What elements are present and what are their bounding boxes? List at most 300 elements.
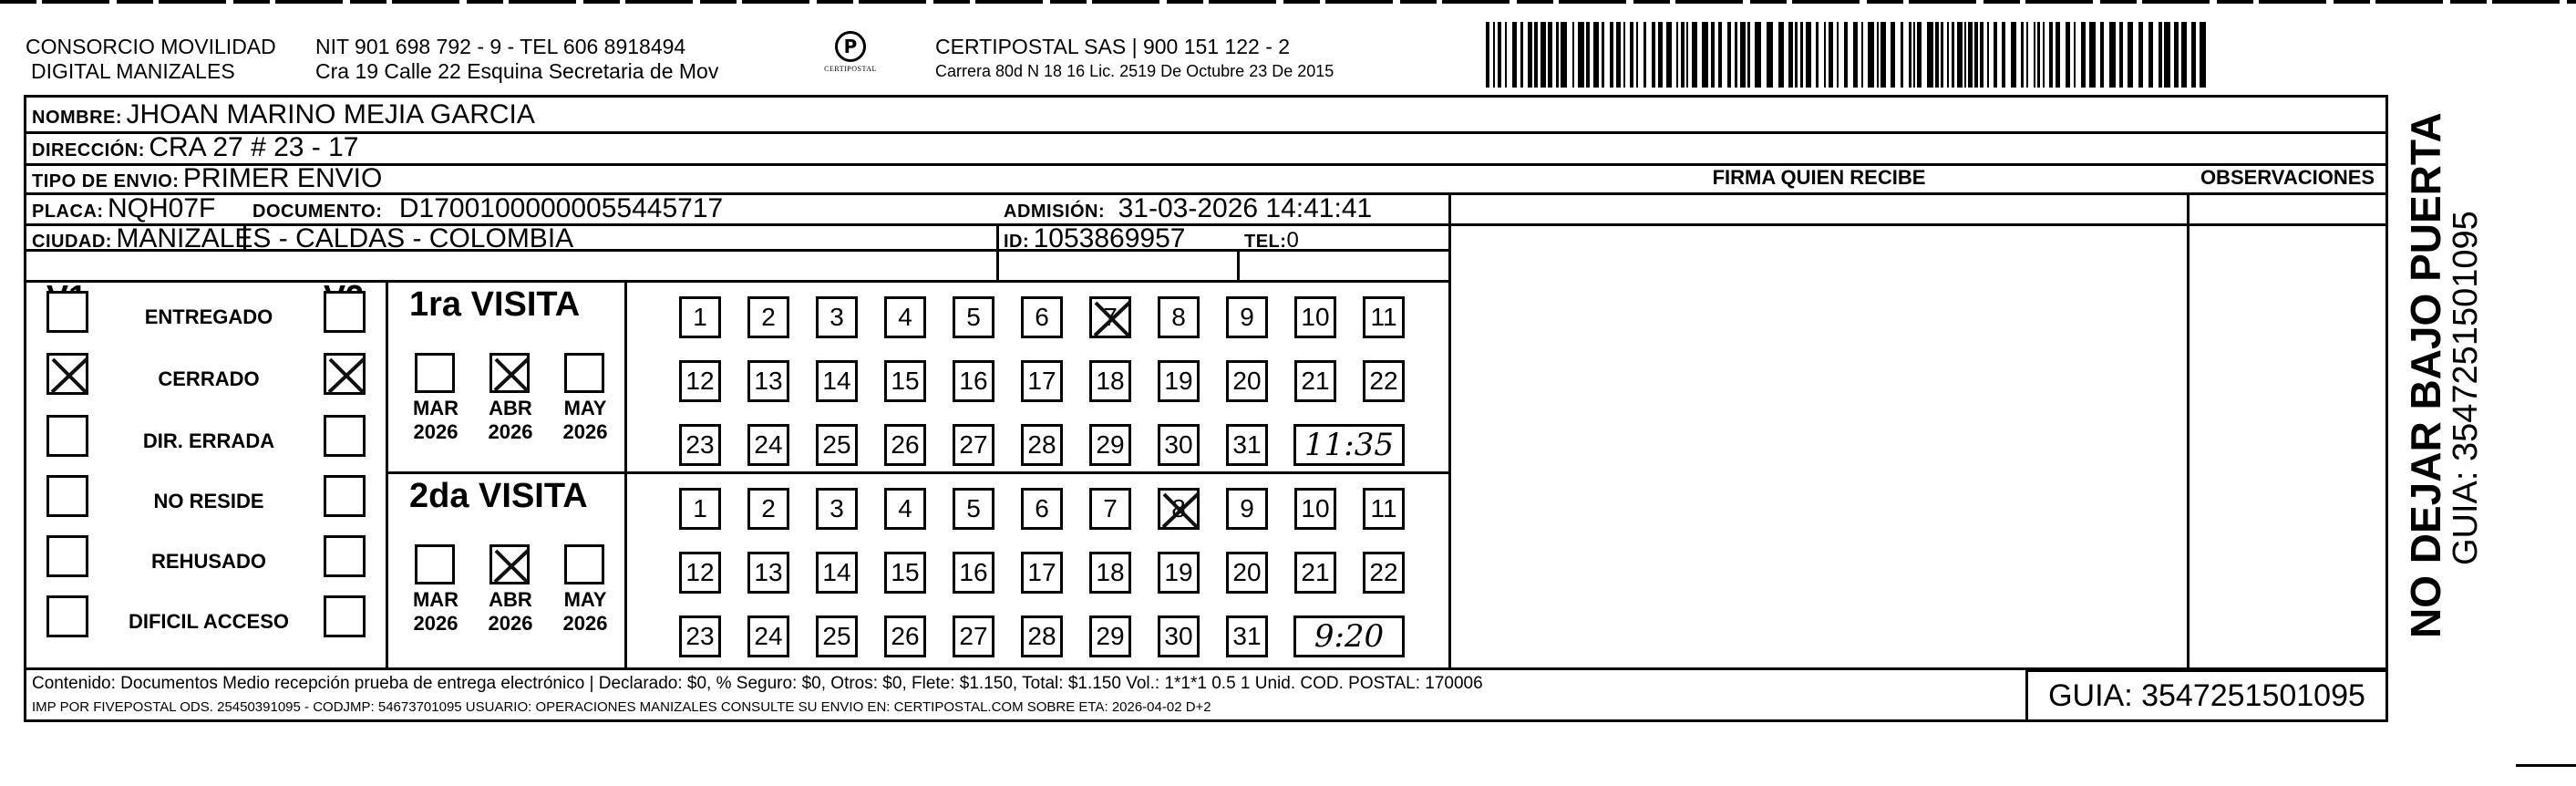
barcode-bar xyxy=(1927,22,1933,88)
day-cell[interactable] xyxy=(1158,552,1200,594)
month-checkbox[interactable] xyxy=(415,353,455,393)
day-cell[interactable] xyxy=(679,296,721,338)
barcode-bar xyxy=(1561,22,1567,88)
tipo-envio-value: PRIMER ENVIO xyxy=(182,163,383,193)
barcode-bar xyxy=(1593,22,1599,88)
courier-line: CERTIPOSTAL SAS | 900 151 122 - 2 xyxy=(935,35,1291,58)
day-cell[interactable] xyxy=(1294,552,1336,594)
barcode-bar xyxy=(1498,22,1501,88)
day-cell[interactable] xyxy=(1294,360,1336,402)
barcode-bar xyxy=(1652,22,1655,88)
barcode-bar xyxy=(1829,22,1833,88)
barcode-bar xyxy=(1877,22,1879,88)
month-checkbox[interactable] xyxy=(489,353,530,393)
day-number: 23 xyxy=(685,430,715,459)
day-cell[interactable] xyxy=(1158,296,1200,338)
day-cell[interactable] xyxy=(884,424,926,466)
day-cell[interactable] xyxy=(1021,615,1063,657)
day-cell[interactable] xyxy=(679,360,721,402)
company-name xyxy=(26,35,276,84)
day-cell[interactable] xyxy=(1158,615,1200,657)
status-label: REHUSADO xyxy=(151,550,266,573)
barcode-bar xyxy=(2074,22,2076,88)
barcode-bar xyxy=(2109,22,2116,88)
documento-value: D17001000000055445717 xyxy=(398,193,724,223)
day-cell[interactable] xyxy=(1021,360,1063,402)
day-cell[interactable] xyxy=(1226,360,1268,402)
barcode-bar xyxy=(1505,22,1507,88)
month-checkbox[interactable] xyxy=(564,353,604,393)
tel-field xyxy=(1244,225,1299,259)
barcode-bar xyxy=(1891,22,1895,88)
day-cell[interactable] xyxy=(884,552,926,594)
day-cell[interactable] xyxy=(884,615,926,657)
month-check-mark xyxy=(492,547,531,585)
day-number: 13 xyxy=(754,558,783,586)
day-number: 20 xyxy=(1232,558,1262,586)
day-number: 8 xyxy=(1171,494,1186,522)
nit-line: NIT 901 698 792 - 9 - TEL 606 8918494 xyxy=(315,35,686,58)
signature-area[interactable] xyxy=(1451,195,2187,667)
day-number: 31 xyxy=(1232,622,1262,650)
barcode-bar xyxy=(2034,22,2035,88)
barcode-bar xyxy=(1556,22,1559,88)
barcode-bar xyxy=(1913,22,1915,88)
day-number: 3 xyxy=(829,303,844,331)
day-number: 29 xyxy=(1096,622,1125,650)
month-name: MAY xyxy=(563,588,607,611)
day-number: 6 xyxy=(1035,494,1049,522)
barcode-bar xyxy=(2066,22,2070,88)
day-number: 6 xyxy=(1035,303,1049,331)
month-label xyxy=(479,397,542,444)
day-number: 16 xyxy=(959,558,988,586)
barcode-bar xyxy=(2089,22,2096,88)
day-cell[interactable] xyxy=(884,360,926,402)
day-cell[interactable] xyxy=(1363,360,1405,402)
day-number: 23 xyxy=(685,622,715,650)
company-contact xyxy=(315,35,718,84)
day-number: 24 xyxy=(754,622,783,650)
certipostal-logo xyxy=(814,31,887,86)
day-cell[interactable] xyxy=(953,360,994,402)
barcode-bar xyxy=(1853,22,1858,88)
day-cell[interactable] xyxy=(953,296,994,338)
barcode-bar xyxy=(1935,22,1939,88)
day-number: 17 xyxy=(1027,558,1056,586)
day-cell[interactable] xyxy=(1021,488,1063,530)
barcode-bar xyxy=(1711,22,1715,88)
observations-area[interactable] xyxy=(2190,195,2385,667)
day-cell[interactable] xyxy=(953,552,994,594)
barcode-bar xyxy=(2119,22,2123,88)
day-number: 2 xyxy=(761,494,776,522)
v2-checkbox[interactable] xyxy=(324,415,366,457)
barcode-bar xyxy=(1994,22,1997,88)
month-checkbox[interactable] xyxy=(489,544,530,584)
barcode-bar xyxy=(2174,22,2179,88)
id-label: ID: xyxy=(1004,232,1030,252)
visit-title: 1ra VISITA xyxy=(409,285,581,324)
month-year: 2026 xyxy=(413,420,459,443)
month-label xyxy=(553,397,617,444)
barcode-bar xyxy=(1718,22,1722,88)
firma-header: FIRMA QUIEN RECIBE xyxy=(1712,166,1926,189)
day-number: 2 xyxy=(761,303,776,331)
barcode-bar xyxy=(2200,22,2206,88)
barcode-bar xyxy=(1767,22,1773,88)
barcode-bar xyxy=(1686,22,1688,88)
day-number: 1 xyxy=(693,303,707,331)
day-number: 15 xyxy=(891,558,920,586)
day-cell[interactable] xyxy=(1363,296,1405,338)
guia-box: GUIA: 3547251501095 xyxy=(2025,669,2388,722)
month-year: 2026 xyxy=(488,420,533,443)
day-number: 9 xyxy=(1240,494,1254,522)
status-label: DIR. ERRADA xyxy=(142,429,275,452)
v2-checkbox[interactable] xyxy=(324,353,366,395)
barcode xyxy=(1486,22,2208,88)
barcode-bar xyxy=(1778,22,1784,88)
ciudad-label: CIUDAD: xyxy=(32,232,112,252)
documento-label: DOCUMENTO: xyxy=(252,202,383,222)
month-year: 2026 xyxy=(562,612,608,635)
day-cell[interactable] xyxy=(953,615,994,657)
barcode-bar xyxy=(1692,22,1697,88)
month-name: ABR xyxy=(489,588,532,611)
day-cell[interactable] xyxy=(1089,488,1131,530)
month-label xyxy=(479,588,542,636)
day-number: 25 xyxy=(822,622,851,650)
company-line-1: CONSORCIO MOVILIDAD xyxy=(26,35,276,58)
day-number: 14 xyxy=(822,367,851,395)
day-number: 29 xyxy=(1096,430,1125,459)
day-number: 4 xyxy=(898,494,912,522)
barcode-bar xyxy=(1941,22,1943,88)
day-cell[interactable] xyxy=(747,360,789,402)
v1-checkbox[interactable] xyxy=(46,595,88,637)
barcode-bar xyxy=(2002,22,2005,88)
barcode-bar xyxy=(2164,22,2170,88)
barcode-bar xyxy=(1740,22,1746,88)
day-number: 28 xyxy=(1027,430,1056,459)
barcode-bar xyxy=(1676,22,1678,88)
v2-checkbox[interactable] xyxy=(324,595,366,637)
month-name: MAR xyxy=(412,397,459,419)
barcode-bar xyxy=(2081,22,2086,88)
month-name: ABR xyxy=(489,397,532,419)
visit-title: 2da VISITA xyxy=(409,477,588,515)
day-cell[interactable] xyxy=(1089,424,1131,466)
day-cell[interactable] xyxy=(816,296,858,338)
day-cell[interactable] xyxy=(679,552,721,594)
month-year: 2026 xyxy=(488,612,533,635)
barcode-bar xyxy=(1512,22,1517,88)
day-cell[interactable] xyxy=(747,488,789,530)
placa-label: PLACA: xyxy=(32,202,104,222)
barcode-bar xyxy=(1806,22,1811,88)
day-number: 5 xyxy=(966,303,981,331)
delivery-form xyxy=(24,95,2388,722)
day-number: 9 xyxy=(1240,303,1254,331)
day-number: 7 xyxy=(1103,303,1118,331)
barcode-bar xyxy=(1636,22,1638,88)
barcode-bar xyxy=(1987,22,1989,88)
v2-checkbox[interactable] xyxy=(324,291,366,333)
day-number: 26 xyxy=(891,430,920,459)
v1-checkbox[interactable] xyxy=(46,353,88,395)
no-dejar-bajo-puerta: NO DEJAR BAJO PUERTA xyxy=(2402,112,2449,638)
barcode-bar xyxy=(2138,22,2143,88)
barcode-bar xyxy=(1572,22,1574,88)
month-year: 2026 xyxy=(562,420,608,443)
day-number: 24 xyxy=(754,430,783,459)
barcode-bar xyxy=(1980,22,1984,88)
nombre-label: NOMBRE: xyxy=(32,108,123,128)
day-cell[interactable] xyxy=(679,424,721,466)
barcode-bar xyxy=(1702,22,1708,88)
barcode-bar xyxy=(1540,22,1546,88)
month-checkbox[interactable] xyxy=(415,544,455,584)
month-name: MAY xyxy=(563,397,607,419)
barcode-bar xyxy=(2026,22,2028,88)
day-number: 10 xyxy=(1301,303,1330,331)
v1-check-mark xyxy=(49,356,89,396)
handwritten-time: 11:35 xyxy=(1304,427,1394,463)
day-number: 15 xyxy=(891,367,920,395)
day-cell[interactable] xyxy=(747,552,789,594)
id-value: 1053869957 xyxy=(1033,223,1186,253)
status-label: NO RESIDE xyxy=(153,490,264,512)
barcode-bar xyxy=(1630,22,1633,88)
barcode-bar xyxy=(2049,22,2053,88)
barcode-bar xyxy=(1837,22,1839,88)
day-number: 28 xyxy=(1027,622,1056,650)
v1-checkbox[interactable] xyxy=(46,535,88,577)
placa-value: NQH07F xyxy=(108,193,216,223)
day-cell[interactable] xyxy=(1294,488,1336,530)
barcode-bar xyxy=(2056,22,2060,88)
direccion-label: DIRECCIÓN: xyxy=(32,140,145,160)
day-cell[interactable] xyxy=(816,488,858,530)
contenido-line: Contenido: Documentos Medio recepción prueba de entrega electrónico | Declarado: $0, % Seguro: $0, Otros: $0, Flete: $1.150, Total: $1.150 Vol.: 1*1*1 0.5 1 Unid. COD. POSTAL: 170006 xyxy=(32,674,1483,693)
day-cell[interactable] xyxy=(953,488,994,530)
barcode-bar xyxy=(1795,22,1798,88)
day-cell[interactable] xyxy=(816,360,858,402)
day-number: 5 xyxy=(966,494,981,522)
day-number: 12 xyxy=(685,558,715,586)
barcode-bar xyxy=(2159,22,2162,88)
barcode-bar xyxy=(2021,22,2024,88)
day-number: 11 xyxy=(1370,303,1397,331)
day-cell[interactable] xyxy=(884,296,926,338)
day-number: 16 xyxy=(959,367,988,395)
barcode-bar xyxy=(1909,22,1911,88)
barcode-bar xyxy=(2148,22,2153,88)
barcode-bar xyxy=(1968,22,1973,88)
day-cell[interactable] xyxy=(1226,424,1268,466)
day-cell[interactable] xyxy=(1021,424,1063,466)
page-edge xyxy=(2516,764,2576,767)
day-number: 18 xyxy=(1096,367,1125,395)
day-cell[interactable] xyxy=(1089,552,1131,594)
ciudad-value: MANIZALES - CALDAS - COLOMBIA xyxy=(116,223,574,253)
day-number: 14 xyxy=(822,558,851,586)
imp-line: IMP POR FIVEPOSTAL ODS. 25450391095 - CODJMP: 54673701095 USUARIO: OPERACIONES MANIZALES CONSULTE SU ENVIO EN: CERTIPOSTAL.COM SOBRE ETA: 2026-04-02 D+2 xyxy=(32,699,1211,715)
ciudad-field xyxy=(32,223,573,259)
v2-checkbox[interactable] xyxy=(324,535,366,577)
v2-check-mark xyxy=(326,356,366,396)
barcode-bar xyxy=(1901,22,1903,88)
day-number: 19 xyxy=(1164,367,1193,395)
logo-icon: P xyxy=(835,31,866,62)
day-cell[interactable] xyxy=(816,552,858,594)
month-checkbox[interactable] xyxy=(564,544,604,584)
day-cell[interactable] xyxy=(747,296,789,338)
barcode-bar xyxy=(1643,22,1646,88)
barcode-bar xyxy=(1747,22,1750,88)
v1-checkbox[interactable] xyxy=(46,475,88,517)
barcode-bar xyxy=(1800,22,1803,88)
barcode-bar xyxy=(1974,22,1978,88)
day-cell[interactable] xyxy=(953,424,994,466)
day-number: 21 xyxy=(1301,367,1330,395)
day-cell[interactable] xyxy=(1363,552,1405,594)
day-number: 8 xyxy=(1171,303,1186,331)
status-label: CERRADO xyxy=(158,367,260,390)
day-number: 30 xyxy=(1164,622,1193,650)
day-cell[interactable] xyxy=(884,488,926,530)
day-number: 1 xyxy=(693,494,707,522)
day-cell[interactable] xyxy=(679,488,721,530)
tipo-envio-label: TIPO DE ENVIO: xyxy=(32,171,180,191)
day-number: 11 xyxy=(1370,494,1397,522)
barcode-bar xyxy=(1868,22,1874,88)
day-cell[interactable] xyxy=(1089,360,1131,402)
barcode-bar xyxy=(1520,22,1523,88)
day-cell[interactable] xyxy=(1226,615,1268,657)
barcode-bar xyxy=(1880,22,1886,88)
nombre-value: JHOAN MARINO MEJIA GARCIA xyxy=(126,99,535,129)
barcode-bar xyxy=(1917,22,1922,88)
courier-info xyxy=(935,35,1334,81)
day-cell[interactable] xyxy=(747,424,789,466)
month-label xyxy=(404,588,468,636)
day-number: 22 xyxy=(1369,558,1398,586)
day-cell[interactable] xyxy=(1294,296,1336,338)
barcode-bar xyxy=(1610,22,1613,88)
barcode-bar xyxy=(1486,22,1489,88)
barcode-bar xyxy=(1658,22,1663,88)
admision-label: ADMISIÓN: xyxy=(1004,202,1106,222)
day-cell[interactable] xyxy=(1158,360,1200,402)
day-number: 31 xyxy=(1232,430,1262,459)
barcode-bar xyxy=(2011,22,2016,88)
barcode-bar xyxy=(1578,22,1584,88)
observaciones-header: OBSERVACIONES xyxy=(2200,166,2375,189)
barcode-bar xyxy=(2043,22,2045,88)
day-cell[interactable] xyxy=(747,615,789,657)
barcode-bar xyxy=(1844,22,1848,88)
day-number: 10 xyxy=(1301,494,1330,522)
barcode-bar xyxy=(1602,22,1604,88)
day-number: 3 xyxy=(829,494,844,522)
barcode-bar xyxy=(1534,22,1538,88)
v2-checkbox[interactable] xyxy=(324,475,366,517)
time-cell[interactable] xyxy=(1293,615,1405,657)
day-number: 22 xyxy=(1369,367,1398,395)
barcode-bar xyxy=(1816,22,1819,88)
company-line-2: DIGITAL MANIZALES xyxy=(31,59,235,83)
day-cell[interactable] xyxy=(1226,488,1268,530)
day-number: 27 xyxy=(959,622,988,650)
day-number: 13 xyxy=(754,367,783,395)
barcode-bar xyxy=(1861,22,1863,88)
id-field xyxy=(1004,223,1185,259)
day-cell[interactable] xyxy=(1089,296,1131,338)
month-name: MAR xyxy=(412,588,459,611)
day-cell[interactable] xyxy=(679,615,721,657)
nombre-row xyxy=(32,99,535,135)
day-cell[interactable] xyxy=(1089,615,1131,657)
day-number: 4 xyxy=(898,303,912,331)
day-cell[interactable] xyxy=(1158,424,1200,466)
barcode-bar xyxy=(1788,22,1793,88)
day-cell[interactable] xyxy=(1021,552,1063,594)
v1-checkbox[interactable] xyxy=(46,291,88,333)
day-cell[interactable] xyxy=(1226,552,1268,594)
day-cell[interactable] xyxy=(1363,488,1405,530)
day-cell[interactable] xyxy=(1021,296,1063,338)
day-number: 7 xyxy=(1103,494,1118,522)
day-number: 27 xyxy=(959,430,988,459)
tel-label: TEL: xyxy=(1244,232,1287,252)
day-number: 12 xyxy=(685,367,715,395)
v1-checkbox[interactable] xyxy=(46,415,88,457)
barcode-bar xyxy=(1528,22,1532,88)
day-cell[interactable] xyxy=(1158,488,1200,530)
barcode-bar xyxy=(2128,22,2133,88)
day-number: 25 xyxy=(822,430,851,459)
barcode-bar xyxy=(1824,22,1826,88)
barcode-bar xyxy=(1964,22,1966,88)
courier-address: Carrera 80d N 18 16 Lic. 2519 De Octubre 23 De 2015 xyxy=(935,62,1334,80)
barcode-bar xyxy=(1666,22,1672,88)
barcode-bar xyxy=(1616,22,1621,88)
day-number: 30 xyxy=(1164,430,1193,459)
barcode-bar xyxy=(1957,22,1963,88)
barcode-bar xyxy=(1681,22,1685,88)
day-number: 17 xyxy=(1027,367,1056,395)
barcode-bar xyxy=(1586,22,1590,88)
day-cell[interactable] xyxy=(816,424,858,466)
barcode-bar xyxy=(2181,22,2187,88)
month-label xyxy=(404,397,468,444)
month-check-mark xyxy=(492,356,531,394)
direccion-value: CRA 27 # 23 - 17 xyxy=(149,132,359,162)
barcode-bar xyxy=(1493,22,1495,88)
side-guia: GUIA: 3547251501095 xyxy=(2447,211,2485,565)
barcode-bar xyxy=(2191,22,2196,88)
day-cell[interactable] xyxy=(1226,296,1268,338)
day-cell[interactable] xyxy=(816,615,858,657)
barcode-bar xyxy=(2037,22,2040,88)
barcode-bar xyxy=(1755,22,1761,88)
time-cell[interactable] xyxy=(1293,424,1405,466)
handwritten-time: 9:20 xyxy=(1314,618,1385,655)
admision-value: 31-03-2026 14:41:41 xyxy=(1118,193,1373,223)
barcode-bar xyxy=(2100,22,2104,88)
